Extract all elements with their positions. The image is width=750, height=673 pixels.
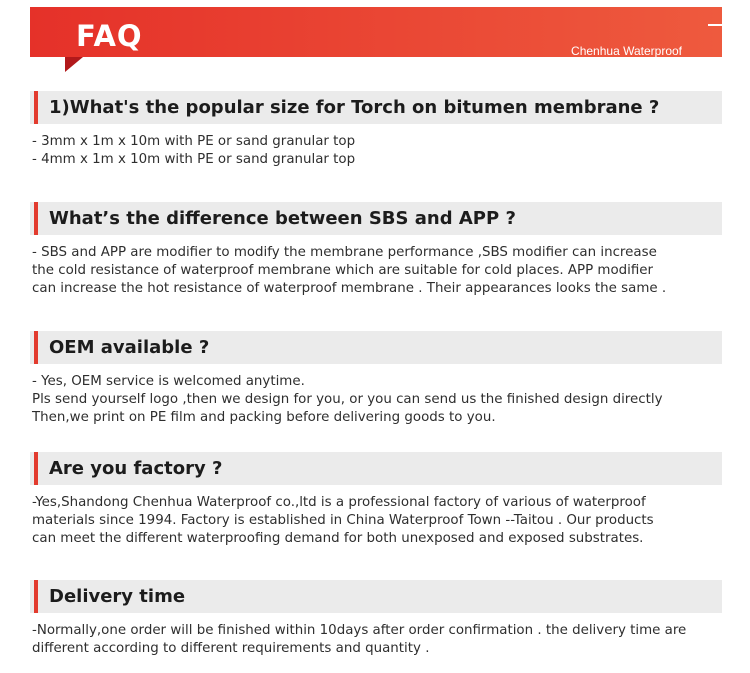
accent-bar [34, 91, 38, 124]
body-line: - 3mm x 1m x 10m with PE or sand granular top [32, 134, 356, 149]
section-title: Are you factory ? [49, 458, 223, 479]
body-line: -Yes,Shandong Chenhua Waterproof co.,ltd is a professional factory of various of waterproof [32, 495, 646, 510]
body-line: - 4mm x 1m x 10m with PE or sand granular top [32, 152, 356, 167]
section-body-delivery [32, 622, 727, 658]
accent-bar [34, 452, 38, 485]
body-line: materials since 1994. Factory is established in China Waterproof Town --Taitou . Our products [32, 513, 654, 528]
right-arrow-icon [708, 19, 740, 31]
section-header-sizes [30, 91, 722, 124]
faq-banner [30, 7, 722, 57]
body-line: can meet the different waterproofing demand for both unexposed and exposed substrates. [32, 531, 644, 546]
section-body-factory [32, 494, 727, 548]
section-header-sbs-app [30, 202, 722, 235]
faq-title: FAQ [76, 19, 143, 53]
body-line: can increase the hot resistance of waterproof membrane . Their appearances looks the same . [32, 281, 667, 296]
section-header-delivery [30, 580, 722, 613]
section-header-factory [30, 452, 722, 485]
section-body-sizes [32, 133, 727, 169]
section-title: Delivery time [49, 586, 186, 607]
accent-bar [34, 202, 38, 235]
section-body-oem [32, 373, 727, 427]
body-line: - SBS and APP are modifier to modify the membrane performance ,SBS modifier can increase [32, 245, 657, 260]
body-line: Pls send yourself logo ,then we design for you, or you can send us the finished design directly [32, 392, 663, 407]
body-line: the cold resistance of waterproof membrane which are suitable for cold places. APP modifier [32, 263, 654, 278]
section-header-oem [30, 331, 722, 364]
body-line: - Yes, OEM service is welcomed anytime. [32, 374, 305, 389]
section-title: OEM available ? [49, 337, 210, 358]
brand-name: Chenhua Waterproof [571, 44, 682, 58]
body-line: -Normally,one order will be finished within 10days after order confirmation . the delivery time are [32, 623, 687, 638]
section-body-sbs-app [32, 244, 727, 298]
section-title: What’s the difference between SBS and APP ? [49, 208, 516, 229]
banner-fold [65, 57, 83, 72]
body-line: different according to different requirements and quantity . [32, 641, 430, 656]
accent-bar [34, 580, 38, 613]
accent-bar [34, 331, 38, 364]
section-title: 1)What's the popular size for Torch on bitumen membrane ? [49, 97, 660, 118]
body-line: Then,we print on PE film and packing before delivering goods to you. [32, 410, 496, 425]
